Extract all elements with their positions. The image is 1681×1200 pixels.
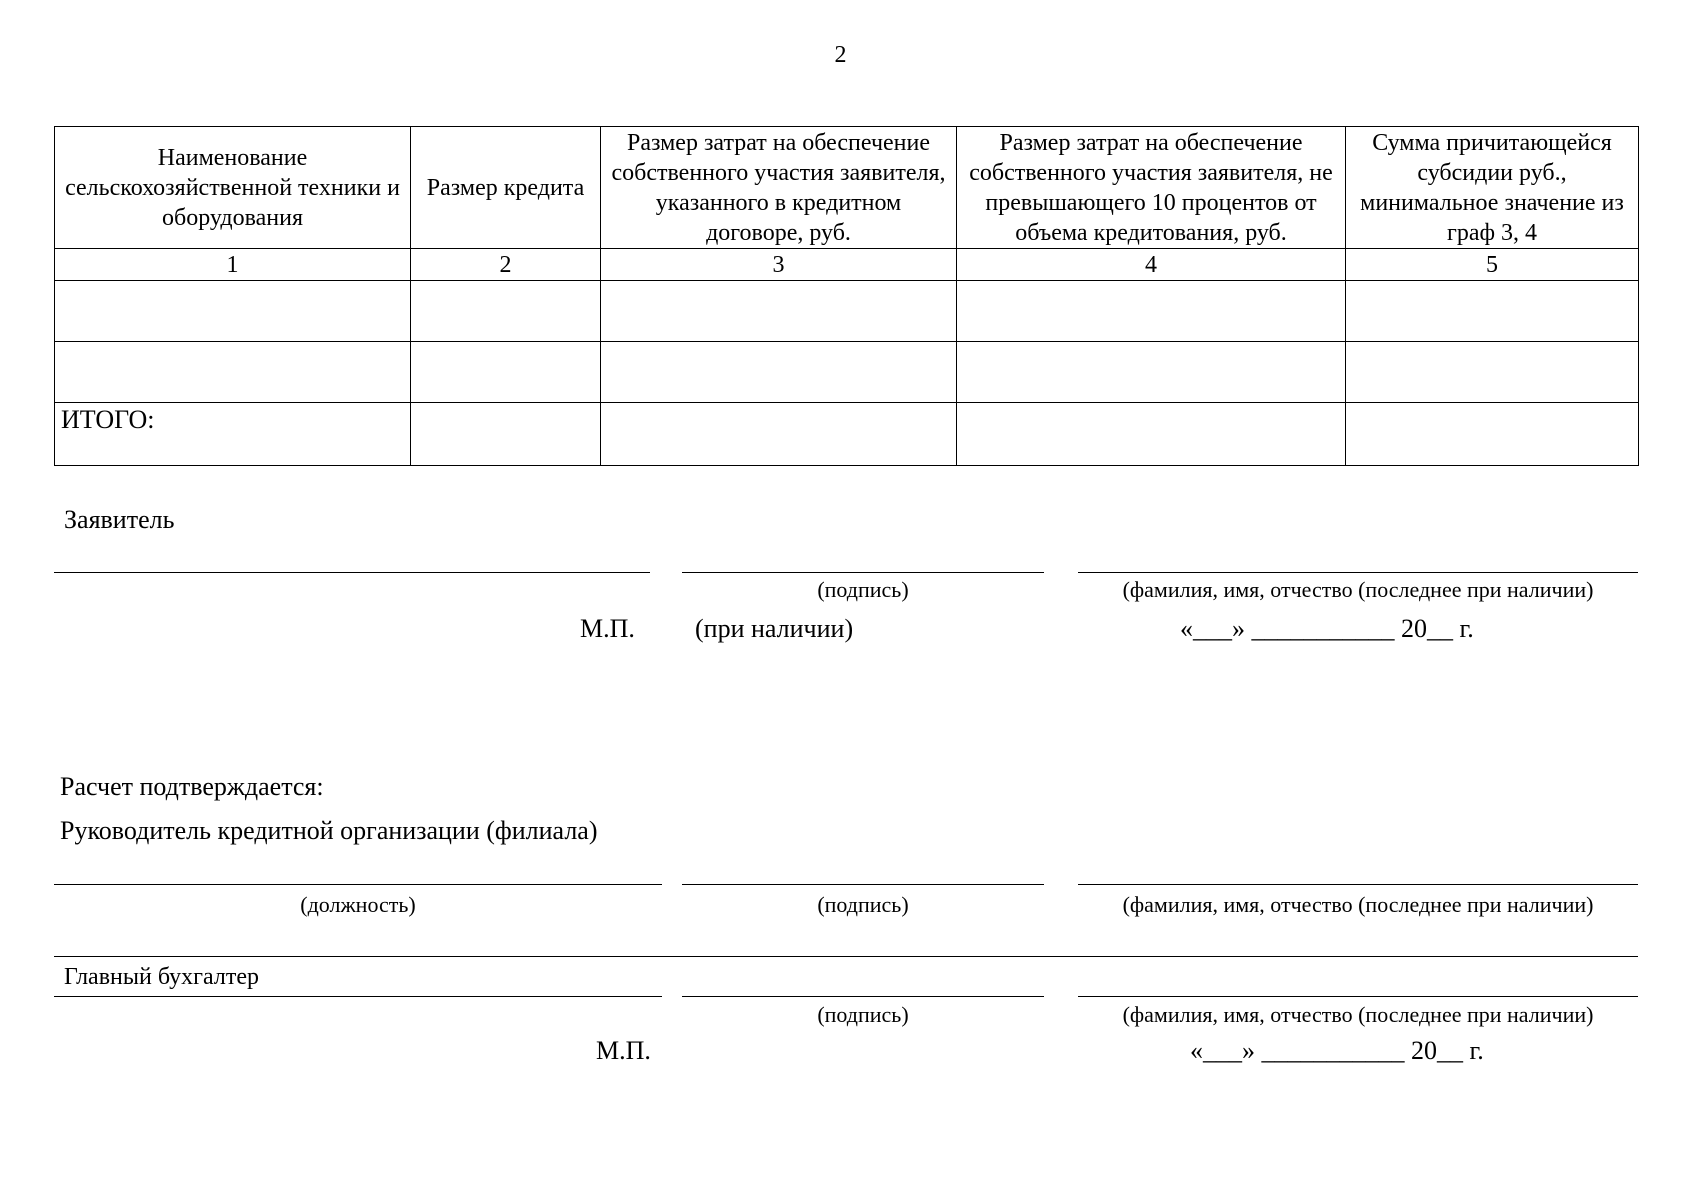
accountant-stamp-label: М.П.	[596, 1036, 651, 1065]
applicant-name-line	[54, 572, 650, 573]
head-signature-line	[682, 884, 1044, 885]
accountant-signature-line	[682, 996, 1044, 997]
column-number: 3	[601, 249, 957, 281]
table-cell	[1346, 403, 1639, 466]
applicant-stamp-label: М.П.	[580, 614, 635, 643]
table-cell	[601, 403, 957, 466]
applicant-stamp-note: (при наличии)	[695, 614, 854, 643]
bank-head-label: Руководитель кредитной организации (филиала)	[60, 816, 598, 845]
header-equipment-name: Наименование сельскохозяйственной техники и оборудования	[55, 127, 411, 249]
applicant-label: Заявитель	[64, 505, 175, 534]
header-costs-per-contract: Размер затрат на обеспечение собственного участия заявителя, указанного в кредитном договоре, руб.	[601, 127, 957, 249]
applicant-date: «___» ___________ 20__ г.	[1180, 614, 1474, 643]
table-cell	[957, 342, 1346, 403]
table-cell	[601, 342, 957, 403]
head-position-line	[54, 884, 662, 885]
table-cell	[1346, 342, 1639, 403]
table-cell	[601, 281, 957, 342]
table-cell	[1346, 281, 1639, 342]
chief-accountant-label: Главный бухгалтер	[64, 964, 259, 990]
section-divider-line	[54, 956, 1638, 957]
total-label: ИТОГО:	[55, 403, 411, 466]
header-costs-limit-10-percent: Размер затрат на обеспечение собственного участия заявителя, не превышающего 10 процентов от объема кредитования, руб.	[957, 127, 1346, 249]
confirmation-title: Расчет подтверждается:	[60, 772, 324, 801]
table-cell	[411, 281, 601, 342]
applicant-fio-caption: (фамилия, имя, отчество (последнее при наличии)	[1122, 577, 1594, 602]
column-number: 2	[411, 249, 601, 281]
column-number: 5	[1346, 249, 1639, 281]
accountant-fio-caption: (фамилия, имя, отчество (последнее при наличии)	[1122, 1002, 1594, 1027]
column-number: 4	[957, 249, 1346, 281]
accountant-name-line	[54, 996, 662, 997]
applicant-fio-line	[1078, 572, 1638, 573]
table-cell	[411, 403, 601, 466]
head-fio-caption: (фамилия, имя, отчество (последнее при наличии)	[1122, 892, 1594, 917]
subsidy-calculation-table	[54, 126, 1639, 466]
column-number-row	[55, 249, 1639, 281]
accountant-fio-line	[1078, 996, 1638, 997]
total-row	[55, 403, 1639, 466]
accountant-signature-caption: (подпись)	[817, 1002, 909, 1027]
table-header-row	[55, 127, 1639, 249]
applicant-signature-caption: (подпись)	[817, 577, 909, 602]
table-cell	[55, 342, 411, 403]
header-subsidy-amount: Сумма причитающейся субсидии руб., минимальное значение из граф 3, 4	[1346, 127, 1639, 249]
page-number: 2	[834, 42, 847, 68]
table-row	[55, 281, 1639, 342]
table-cell	[411, 342, 601, 403]
table-row	[55, 342, 1639, 403]
head-signature-caption: (подпись)	[817, 892, 909, 917]
column-number: 1	[55, 249, 411, 281]
head-position-caption: (должность)	[300, 892, 416, 917]
head-fio-line	[1078, 884, 1638, 885]
table-cell	[957, 403, 1346, 466]
accountant-date: «___» ___________ 20__ г.	[1190, 1036, 1484, 1065]
table-cell	[957, 281, 1346, 342]
applicant-signature-line	[682, 572, 1044, 573]
header-credit-amount: Размер кредита	[411, 127, 601, 249]
table-cell	[55, 281, 411, 342]
